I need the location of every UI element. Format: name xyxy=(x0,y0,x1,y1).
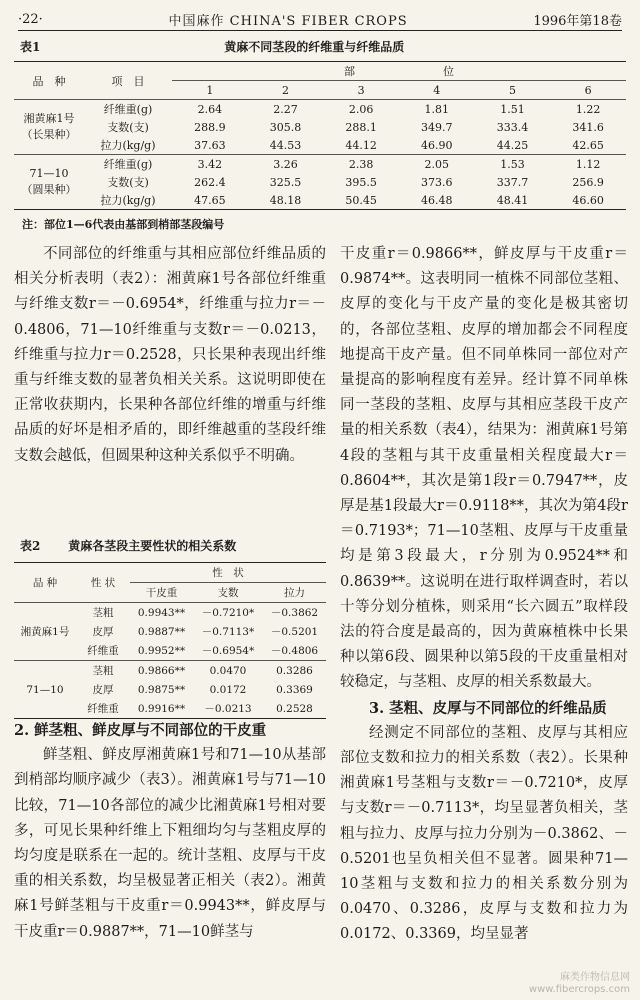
t2-cell: 0.9875** xyxy=(137,683,186,696)
t1-item: 纤维重(g) xyxy=(103,103,153,116)
table-row xyxy=(14,603,326,623)
t1-item: 拉力(kg/g) xyxy=(100,194,156,207)
table2-number: 表2 xyxy=(20,539,41,553)
t2-col-header: 拉力 xyxy=(263,583,326,603)
section-heading: 3. 茎粗、皮厚与不同部位的纤维品质 xyxy=(369,699,607,717)
t1-variety-type: （圆果种） xyxy=(21,183,77,196)
watermark xyxy=(529,972,630,996)
t1-cell: 305.8 xyxy=(269,120,302,134)
t1-cell: 1.12 xyxy=(575,157,601,171)
table1-number: 表1 xyxy=(20,40,41,54)
table-row xyxy=(14,118,626,136)
t2-cell: －0.7210* xyxy=(201,607,255,619)
t2-cell: －0.3862 xyxy=(270,607,319,619)
table2-title: 黄麻各茎段主要性状的相关系数 xyxy=(68,539,237,553)
t1-cell: 44.53 xyxy=(248,136,324,155)
table-row xyxy=(14,173,626,191)
t1-cell: 3.42 xyxy=(197,157,223,171)
t1-cell: 44.12 xyxy=(323,136,399,155)
t2-cell: －0.0213 xyxy=(204,703,252,715)
t1-header-variety: 品 种 xyxy=(14,62,84,100)
t1-cell: 256.9 xyxy=(572,175,604,189)
t1-cell: 325.5 xyxy=(269,175,302,189)
t1-cell: 50.45 xyxy=(345,193,377,207)
t1-cell: 2.64 xyxy=(197,102,223,116)
t2-cell: 0.9887** xyxy=(137,625,186,638)
page-number: ·22· xyxy=(18,11,43,27)
t2-trait: 纤维重 xyxy=(76,641,130,661)
t2-trait: 皮厚 xyxy=(92,626,114,638)
t1-variety-cell xyxy=(14,155,84,210)
t2-header-variety-trait xyxy=(14,563,76,603)
watermark-line: www.fibercrops.com xyxy=(528,984,630,995)
t2-cell: 0.9916** xyxy=(137,702,186,715)
t2-cell: －0.5201 xyxy=(270,626,319,638)
t2-col-header: 支数 xyxy=(193,583,263,603)
t1-cell: 3.26 xyxy=(273,157,298,171)
left-column-bottom xyxy=(14,718,326,945)
t1-header-position: 部 位 xyxy=(172,62,626,81)
t2-cell: 0.3286 xyxy=(276,664,313,677)
left-column-top xyxy=(14,242,326,469)
t2-cell: 0.0172 xyxy=(209,683,247,696)
t2-cell: 0.0470 xyxy=(209,664,247,677)
t1-cell: 42.65 xyxy=(550,136,626,155)
journal-volume: 1996年第18卷 xyxy=(533,13,622,29)
t1-cell: 288.9 xyxy=(194,120,226,134)
t1-variety-name: 湘黄麻1号 xyxy=(23,112,75,125)
t1-cell: 2.27 xyxy=(273,102,298,116)
t2-col-header: 干皮重 xyxy=(130,583,193,603)
t1-header-item: 项 目 xyxy=(84,62,172,100)
t1-cell: 1.81 xyxy=(424,102,450,116)
t2-header-variety: 品 种 xyxy=(32,577,58,589)
t1-pos: 4 xyxy=(399,81,475,100)
table-row xyxy=(14,136,626,155)
t1-cell: 46.48 xyxy=(421,193,453,207)
t1-cell: 2.38 xyxy=(348,157,374,171)
t2-cell: 0.3369 xyxy=(276,683,313,696)
t2-cell: 0.9866** xyxy=(137,664,186,677)
table-row xyxy=(14,155,626,174)
t1-cell: 47.65 xyxy=(194,193,226,207)
table2 xyxy=(14,562,326,719)
table-row xyxy=(14,661,326,681)
t1-cell: 262.4 xyxy=(194,175,226,189)
t1-cell: 341.6 xyxy=(572,120,604,134)
t2-variety: 湘黄麻1号 xyxy=(14,603,76,661)
t1-cell: 1.53 xyxy=(500,157,525,171)
t1-cell: 44.25 xyxy=(475,136,551,155)
t1-item: 支数(支) xyxy=(107,121,149,134)
t1-cell: 1.51 xyxy=(500,102,525,116)
t2-trait: 茎粗 xyxy=(92,607,114,619)
t2-header-trait: 性 状 xyxy=(76,563,130,603)
watermark-line: 麻类作物信息网 xyxy=(560,972,630,983)
t1-item: 支数(支) xyxy=(107,176,149,189)
t2-header-group: 性 状 xyxy=(130,563,326,583)
t2-cell: 0.9952** xyxy=(130,641,193,661)
t1-cell: 373.6 xyxy=(421,175,453,189)
t2-cell: －0.4806 xyxy=(263,641,326,661)
t2-cell: －0.7113* xyxy=(201,626,255,638)
t1-cell: 46.90 xyxy=(399,136,475,155)
t2-cell: 0.9943** xyxy=(137,606,186,619)
t2-cell: －0.6954* xyxy=(193,641,263,661)
t1-pos: 1 xyxy=(172,81,248,100)
table-row xyxy=(14,100,626,119)
paragraph: 鲜茎粗、鲜皮厚湘黄麻1号和71—10从基部到梢部均顺序减少（表3）。湘黄麻1号与71—10比较，71—10各部位的减少比湘黄麻1号相对要多，可见长果种纤维上下粗细均匀与茎粗皮厚的均匀度是联系在一起的。统计茎粗、皮厚与干皮重的相关系数，均呈极显著正相关（表2）。湘黄麻1号鲜茎粗与干皮重r＝0.9943**，鲜皮厚与干皮重r＝0.9887**，71—10鲜茎与 xyxy=(14,747,326,940)
t1-pos: 2 xyxy=(248,81,324,100)
t1-item: 纤维重(g) xyxy=(103,158,153,171)
page-header xyxy=(18,8,622,31)
t1-cell: 48.41 xyxy=(496,193,529,207)
table1-caption xyxy=(20,38,620,55)
t1-variety-type: （长果种） xyxy=(21,128,77,141)
right-column xyxy=(340,242,628,948)
paragraph: 经测定不同部位的茎粗、皮厚与其相应部位支数和拉力的相关系数（表2）。长果种湘黄麻1号茎粗与支数r＝－0.7210*，皮厚与支数r＝－0.7113*，均呈显著负相关，茎粗与拉力、皮厚与拉力分别为－0.3862、－0.5201也呈负相关但不显著。圆果种71—10茎粗与支数和拉力的相关系数分别为0.0470、0.3286，皮厚与支数和拉力为0.0172、0.3369，均呈显著 xyxy=(340,724,628,943)
t1-variety-cell xyxy=(14,100,84,155)
t1-cell: 395.5 xyxy=(345,175,377,189)
t2-trait: 皮厚 xyxy=(92,684,114,696)
t1-cell: 349.7 xyxy=(421,120,453,134)
t1-cell: 37.63 xyxy=(172,136,248,155)
section-heading: 2. 鲜茎粗、鲜皮厚与不同部位的干皮重 xyxy=(14,722,267,739)
t1-pos: 5 xyxy=(475,81,551,100)
t1-cell: 1.22 xyxy=(575,102,601,116)
table1-note: 注：部位1—6代表由基部到梢部茎段编号 xyxy=(22,218,225,231)
t2-cell: 0.2528 xyxy=(276,702,313,715)
t1-cell: 333.4 xyxy=(496,120,529,134)
paragraph: 不同部位的纤维重与其相应部位纤维品质的相关分析表明（表2）：湘黄麻1号各部位纤维重与纤维支数r＝－0.6954*，纤维重与拉力r＝－0.4806，71—10纤维重与支数r＝－0.0213，纤维重与拉力r＝0.2528，只长果种表现出纤维重与纤维支数的显著负相关关系。这说明即使在正常收获期内，长果种各部位纤维的增重与纤维品质的好坏是相矛盾的，即纤维越重的茎段纤维支数会越低，但圆果种这种关系似乎不明确。 xyxy=(14,246,326,464)
journal-name: 中国麻作 CHINA'S FIBER CROPS xyxy=(168,13,408,29)
t1-cell: 2.06 xyxy=(348,102,374,116)
table1-title: 黄麻不同茎段的纤维重与纤维品质 xyxy=(224,40,405,54)
t1-cell: 288.1 xyxy=(345,120,377,134)
t1-pos: 6 xyxy=(550,81,626,100)
t1-item: 拉力(kg/g) xyxy=(84,136,172,155)
t2-variety: 71—10 xyxy=(26,683,64,696)
t1-pos: 3 xyxy=(323,81,399,100)
table2-caption xyxy=(20,537,326,554)
t1-variety-name: 71—10 xyxy=(29,167,69,180)
t1-cell: 46.60 xyxy=(572,193,604,207)
t2-trait: 茎粗 xyxy=(92,665,114,677)
table-row xyxy=(14,191,626,210)
t1-cell: 2.05 xyxy=(424,157,450,171)
table1 xyxy=(14,61,626,210)
t1-cell: 48.18 xyxy=(269,193,302,207)
paragraph: 干皮重r＝0.9866**，鲜皮厚与干皮重r＝0.9874**。这表明同一植株不同部位茎粗、皮厚的变化与干皮产量的变化是极其密切的，各部位茎粗、皮厚的增加都会不同程度地提高干皮产量。但不同单株同一部位对产量提高的影响程度有差异。经计算不同单株同一茎段的茎粗、皮厚与其相应茎段干皮产量的相关系数（表4），结果为：湘黄麻1号第4段的茎粗与其干皮重量相关程度最大r＝0.8604**，其次是第1段r＝0.7947**，皮厚是基1段最大r＝0.9118**，其次为第4段r＝0.7193*；71—10茎粗、皮厚与干皮重量均是第3段最大，r分别为0.9524**和0.8639**。这说明在进行取样调查时，若以十等分划分植株，则采用“长六圆五”取样段法的符合度是最高的，因为黄麻植株中长果种以第6段、圆果种以第5段的干皮重量相对较稳定，与茎粗、皮厚的相关系数最大。 xyxy=(340,246,628,691)
t1-cell: 337.7 xyxy=(496,175,529,189)
t2-trait: 纤维重 xyxy=(87,703,119,715)
